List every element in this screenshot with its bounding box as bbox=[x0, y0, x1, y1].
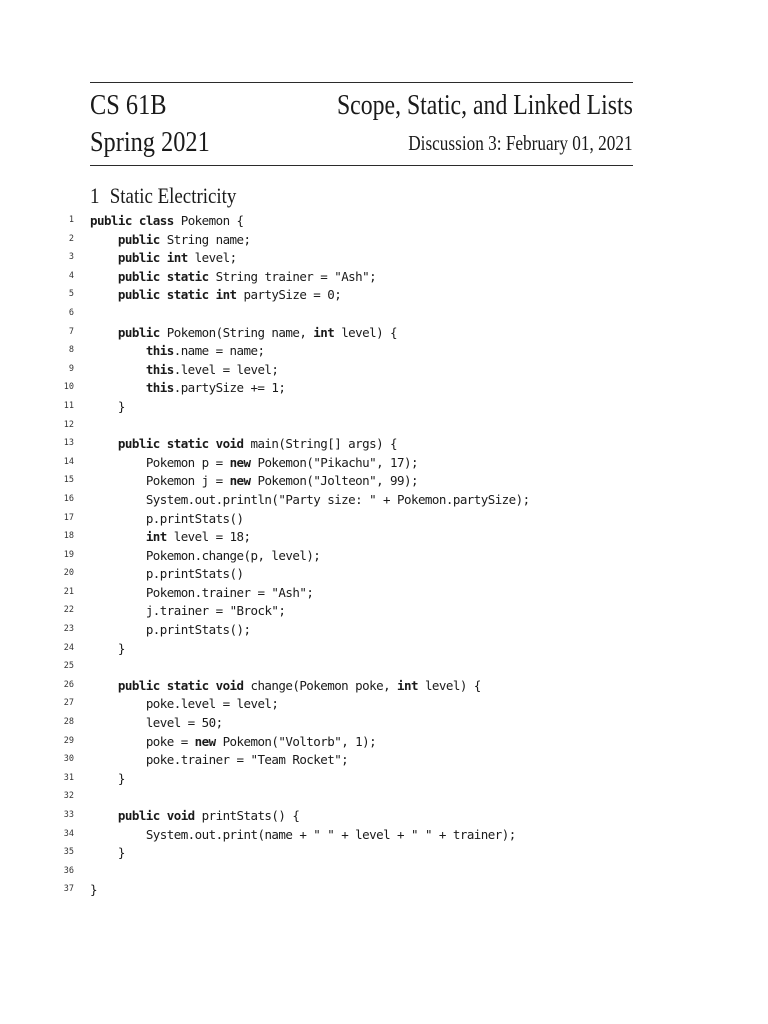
line-number: 10 bbox=[63, 382, 74, 393]
line-number: 28 bbox=[63, 717, 74, 728]
code-line bbox=[0, 584, 768, 603]
code-text: p.printStats() bbox=[145, 566, 244, 582]
line-number: 34 bbox=[63, 828, 74, 839]
code-text: p.printStats() bbox=[145, 510, 244, 526]
line-number: 9 bbox=[68, 363, 74, 374]
code-text: public int level; bbox=[117, 250, 237, 266]
term-label: Spring 2021 bbox=[90, 126, 210, 158]
header-bottom-rule bbox=[90, 165, 633, 166]
code-line bbox=[0, 342, 768, 361]
code-line bbox=[0, 435, 768, 454]
line-number: 18 bbox=[63, 531, 74, 542]
code-line bbox=[0, 640, 768, 659]
code-text: public static void change(Pokemon poke, int level) { bbox=[117, 677, 481, 693]
code-line bbox=[0, 528, 768, 547]
line-number: 12 bbox=[63, 419, 74, 430]
code-text: Pokemon j = new Pokemon("Jolteon", 99); bbox=[145, 473, 418, 489]
code-text: public static void main(String[] args) { bbox=[117, 436, 398, 452]
code-line bbox=[0, 770, 768, 789]
code-line bbox=[0, 472, 768, 491]
line-number: 27 bbox=[63, 698, 74, 709]
code-line bbox=[0, 881, 768, 900]
code-text: j.trainer = "Brock"; bbox=[145, 603, 286, 619]
code-line bbox=[0, 361, 768, 380]
line-number: 17 bbox=[63, 512, 74, 523]
code-text: p.printStats(); bbox=[145, 622, 251, 638]
line-number: 23 bbox=[63, 624, 74, 635]
line-number: 29 bbox=[63, 735, 74, 746]
code-text: Pokemon.trainer = "Ash"; bbox=[145, 584, 314, 600]
code-line bbox=[0, 231, 768, 250]
line-number: 31 bbox=[63, 772, 74, 783]
code-line bbox=[0, 807, 768, 826]
code-line bbox=[0, 863, 768, 882]
code-text: this.level = level; bbox=[145, 361, 279, 377]
line-number: 22 bbox=[63, 605, 74, 616]
code-line bbox=[0, 547, 768, 566]
code-line bbox=[0, 658, 768, 677]
line-number: 33 bbox=[63, 810, 74, 820]
code-text: poke.level = level; bbox=[145, 696, 279, 712]
code-line bbox=[0, 491, 768, 510]
course-title: CS 61B bbox=[90, 89, 167, 121]
line-number: 5 bbox=[68, 289, 74, 300]
line-number: 14 bbox=[63, 456, 74, 467]
code-text: level = 50; bbox=[145, 715, 223, 731]
code-line bbox=[0, 602, 768, 621]
code-text: } bbox=[90, 770, 125, 786]
code-line bbox=[0, 417, 768, 436]
code-text: } bbox=[90, 398, 125, 414]
line-number: 15 bbox=[63, 475, 74, 486]
code-line bbox=[0, 286, 768, 305]
code-line bbox=[0, 379, 768, 398]
section-heading bbox=[90, 185, 236, 207]
line-number: 20 bbox=[63, 568, 74, 579]
code-text: public static int partySize = 0; bbox=[117, 287, 342, 303]
line-number: 30 bbox=[63, 754, 74, 765]
discussion-date: Discussion 3: February 01, 2021 bbox=[408, 131, 633, 155]
code-line bbox=[0, 695, 768, 714]
section-number: 1 bbox=[90, 183, 100, 208]
line-number: 26 bbox=[63, 679, 74, 690]
code-line bbox=[0, 733, 768, 752]
code-text: public void printStats() { bbox=[117, 808, 300, 823]
code-text: public String name; bbox=[117, 231, 251, 247]
line-number: 7 bbox=[68, 326, 74, 337]
document-title: Scope, Static, and Linked Lists bbox=[337, 89, 633, 121]
code-listing bbox=[0, 212, 768, 900]
line-number: 8 bbox=[68, 345, 74, 356]
code-line bbox=[0, 398, 768, 417]
code-line bbox=[0, 677, 768, 696]
code-text: Pokemon p = new Pokemon("Pikachu", 17); bbox=[145, 454, 418, 470]
line-number: 3 bbox=[68, 252, 74, 263]
code-line bbox=[0, 714, 768, 733]
line-number: 19 bbox=[63, 549, 74, 560]
line-number: 36 bbox=[63, 865, 74, 876]
code-line bbox=[0, 212, 768, 231]
code-line bbox=[0, 324, 768, 343]
code-text: System.out.println("Party size: " + Pokemon.partySize); bbox=[145, 491, 530, 507]
line-number: 24 bbox=[63, 642, 74, 653]
line-number: 1 bbox=[68, 215, 74, 225]
line-number: 4 bbox=[68, 270, 74, 281]
code-text: public Pokemon(String name, int level) { bbox=[117, 324, 398, 340]
code-line bbox=[0, 510, 768, 529]
line-number: 11 bbox=[63, 400, 74, 411]
line-number: 6 bbox=[68, 307, 74, 318]
line-number: 25 bbox=[63, 661, 74, 672]
code-line bbox=[0, 751, 768, 770]
code-text: poke = new Pokemon("Voltorb", 1); bbox=[145, 733, 377, 749]
code-text: } bbox=[90, 845, 125, 861]
code-line bbox=[0, 454, 768, 473]
code-line bbox=[0, 788, 768, 807]
line-number: 35 bbox=[63, 847, 74, 858]
header-top-rule bbox=[90, 82, 633, 83]
code-text: public static String trainer = "Ash"; bbox=[117, 268, 377, 284]
line-number: 2 bbox=[68, 233, 74, 244]
code-line bbox=[0, 844, 768, 863]
line-number: 37 bbox=[63, 884, 74, 895]
line-number: 21 bbox=[63, 586, 74, 597]
code-line bbox=[0, 268, 768, 287]
code-text: } bbox=[90, 640, 125, 656]
code-text: } bbox=[90, 882, 97, 898]
code-line bbox=[0, 621, 768, 640]
code-text: int level = 18; bbox=[145, 529, 251, 545]
code-line bbox=[0, 305, 768, 324]
code-text: System.out.print(name + " " + level + " " + trainer); bbox=[145, 826, 516, 842]
code-line bbox=[0, 826, 768, 845]
code-line bbox=[0, 565, 768, 584]
section-title: Static Electricity bbox=[109, 183, 237, 208]
code-text: Pokemon.change(p, level); bbox=[145, 547, 321, 563]
line-number: 32 bbox=[63, 791, 74, 802]
line-number: 13 bbox=[63, 438, 74, 449]
code-text: this.name = name; bbox=[145, 343, 265, 359]
code-text: poke.trainer = "Team Rocket"; bbox=[145, 752, 349, 768]
code-text: public class Pokemon { bbox=[90, 213, 244, 228]
line-number: 16 bbox=[63, 493, 74, 504]
code-text: this.partySize += 1; bbox=[145, 380, 286, 396]
code-line bbox=[0, 249, 768, 268]
